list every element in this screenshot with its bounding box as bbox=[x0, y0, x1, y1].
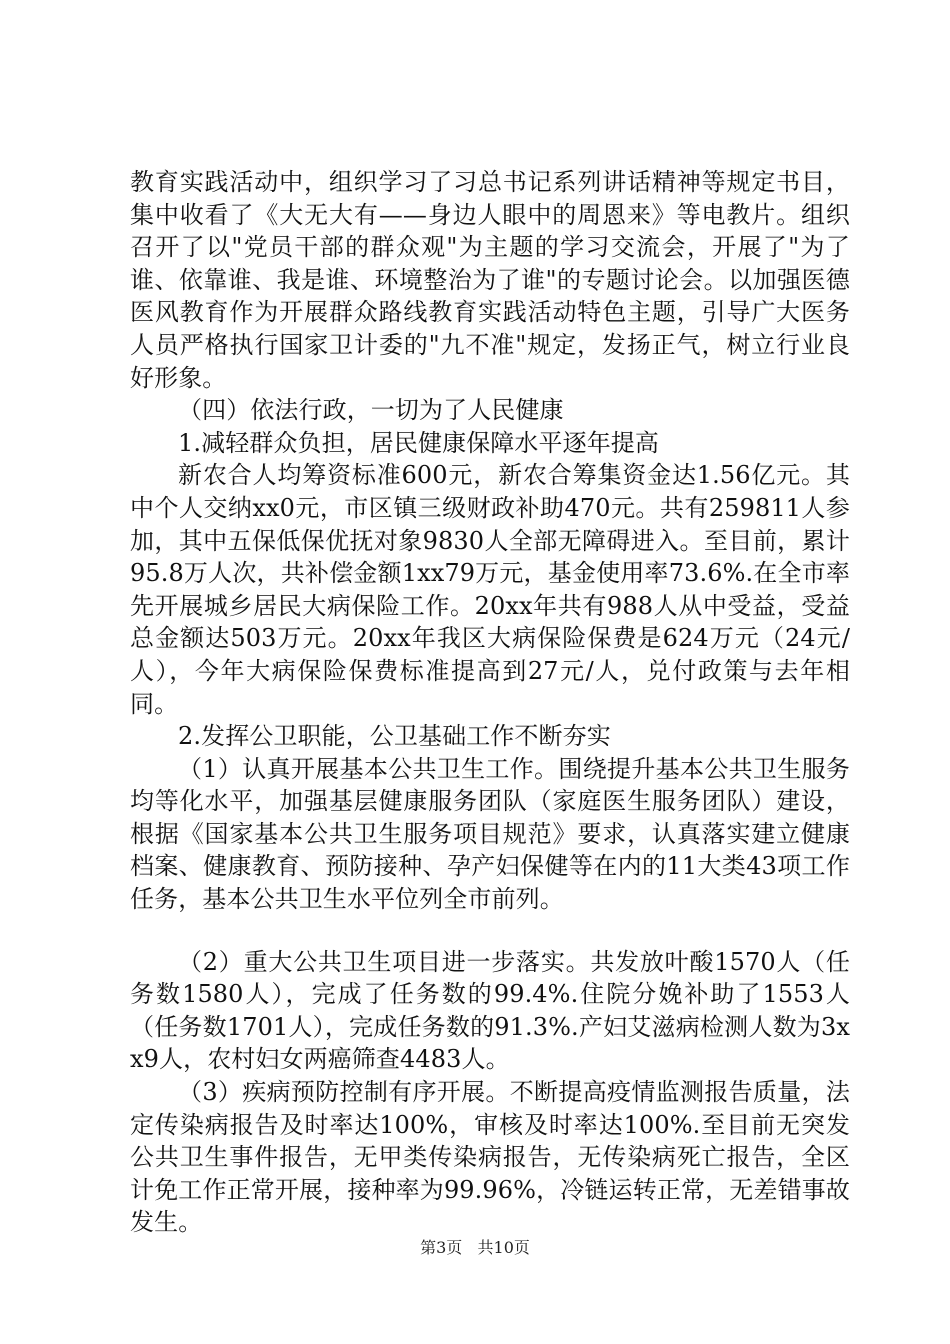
heading-item-1: 1.减轻群众负担，居民健康保障水平逐年提高 bbox=[178, 428, 659, 457]
page-footer bbox=[0, 1238, 950, 1258]
paragraph-public-health-3: （3）疾病预防控制有序开展。不断提高疫情监测报告质量，法定传染病报告及时率达100%，审核及时率达100%.至目前无突发公共卫生事件报告，无甲类传染病报告，无传染病死亡报告，全区计免工作正常开展，接种率为99.96%，冷链运转正常，无差错事故发生。 bbox=[130, 1078, 850, 1237]
page-number: 第3页 bbox=[420, 1238, 463, 1257]
paragraph-insurance: 新农合人均筹资标准600元，新农合筹集资金达1.56亿元。其中个人交纳xx0元，市区镇三级财政补助470元。共有259811人参加，其中五保低保优抚对象9830人全部无障碍进入。至目前，累计95.8万人次，共补偿金额1xx79万元，基金使用率73.6%.在全市率先开展城乡居民大病保险工作。20xx年共有988人从中受益，受益总金额达503万元。20xx年我区大病保险保费是624万元（24元/人），今年大病保险保费标准提高到27元/人，兑付政策与去年相同。 bbox=[130, 461, 850, 718]
page-total: 共10页 bbox=[477, 1238, 530, 1257]
heading-item-2: 2.发挥公卫职能，公卫基础工作不断夯实 bbox=[178, 722, 611, 751]
paragraph-public-health-2: （2）重大公共卫生项目进一步落实。共发放叶酸1570人（任务数1580人），完成了任务数的99.4%.住院分娩补助了1553人（任务数1701人），完成任务数的91.3%.产妇艾滋病检测人数为3xx9人，农村妇女两癌筛查4483人。 bbox=[130, 947, 850, 1074]
paragraph-activities: 教育实践活动中，组织学习了习总书记系列讲话精神等规定书目，集中收看了《大无大有——身边人眼中的周恩来》等电教片。组织召开了以"党员干部的群众观"为主题的学习交流会，开展了"为了谁、依靠谁、我是谁、环境整治为了谁"的专题讨论会。以加强医德医风教育作为开展群众路线教育实践活动特色主题，引导广大医务人员严格执行国家卫计委的"九不准"规定，发扬正气，树立行业良好形象。 bbox=[130, 168, 850, 392]
paragraph-public-health-1: （1）认真开展基本公共卫生工作。围绕提升基本公共卫生服务均等化水平，加强基层健康服务团队（家庭医生服务团队）建设，根据《国家基本公共卫生服务项目规范》要求，认真落实建立健康档案、健康教育、预防接种、孕产妇保健等在内的11大类43项工作任务，基本公共卫生水平位列全市前列。 bbox=[130, 754, 850, 914]
heading-section-4: （四）依法行政，一切为了人民健康 bbox=[178, 396, 564, 425]
document-body bbox=[130, 166, 850, 1239]
